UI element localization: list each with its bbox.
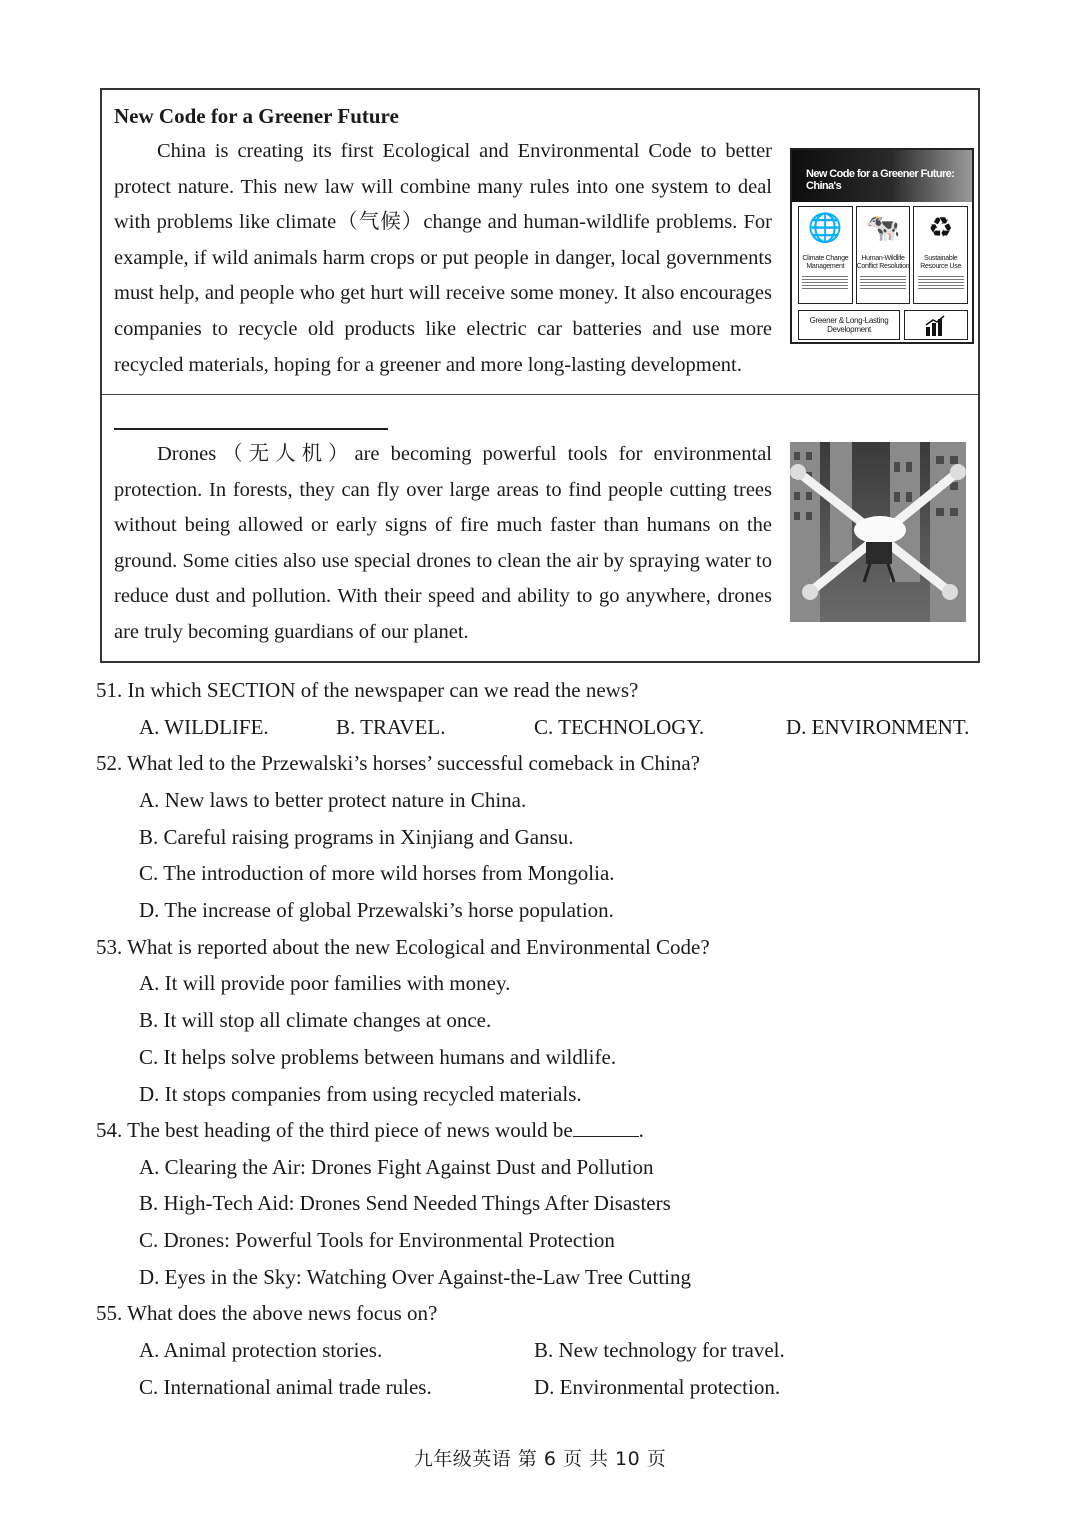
news-box [100,88,980,663]
q51-option-a: A. WILDLIFE. [139,715,269,739]
q54-option-c: C. Drones: Powerful Tools for Environmental Protection [139,1228,615,1252]
infographic-cell-label: Climate Change Management [802,255,849,270]
q52-option-c: C. The introduction of more wild horses from Mongolia. [139,861,615,885]
q53-option-b: B. It will stop all climate changes at once. [139,1008,492,1032]
q53-option-c: C. It helps solve problems between humans and wildlife. [139,1045,617,1069]
question-55: 55. What does the above news focus on? [96,1301,438,1325]
recycle-battery-icon: ♻ [928,212,954,243]
question-53: 53. What is reported about the new Ecological and Environmental Code? [96,935,710,959]
article2-text: Drones（无人机）are becoming powerful tools for environmental protection. In forests, they can fly over large areas to find people cutting trees without being allowed or early signs of fire much faster than humans on the ground. Some cities also use special drones to clean the air by spraying water to reduce dust and pollution. With their speed and ability to go anywhere, drones are truly becoming guardians of our planet. [114,443,772,643]
question-54 [96,1118,644,1143]
q51-option-b: B. TRAVEL. [336,715,446,739]
infographic-cell-label: Human-Wildlife Conflict Resolution [856,255,910,270]
question-52: 52. What led to the Przewalski’s horses’ successful comeback in China? [96,751,700,775]
q52-option-b: B. Careful raising programs in Xinjiang and Gansu. [139,825,574,849]
infographic-cell-wildlife [856,206,911,304]
question-51: 51. In which SECTION of the newspaper can we read the news? [96,678,639,702]
animal-crop-icon: 🐄 [865,212,901,243]
q53-option-a: A. It will provide poor families with money. [139,971,511,995]
article2-body [114,437,772,651]
question-54-period: . [638,1118,644,1142]
q52-option-a: A. New laws to better protect nature in China. [139,788,527,812]
q54-option-b: B. High-Tech Aid: Drones Send Needed Things After Disasters [139,1191,671,1215]
q51-option-c: C. TECHNOLOGY. [534,715,705,739]
q54-option-d: D. Eyes in the Sky: Watching Over Against-the-Law Tree Cutting [139,1265,692,1289]
q55-option-c: C. International animal trade rules. [139,1375,432,1399]
infographic-bottom-label: Greener & Long-Lasting Development [798,310,900,340]
bar-chart-icon [904,310,968,340]
infographic-title: New Code for a Greener Future: China's [792,150,972,202]
infographic-cell-resource [913,206,968,304]
drone-photo [790,442,966,622]
globe-icon: 🌐 [807,212,843,243]
q51-option-d: D. ENVIRONMENT. [786,715,970,739]
question-54-stem: 54. The best heading of the third piece of news would be [96,1118,573,1142]
answer-blank [573,1119,639,1137]
infographic-cell-climate [798,206,853,304]
article1-title: New Code for a Greener Future [114,104,399,128]
q55-option-d: D. Environmental protection. [534,1375,781,1399]
q54-option-a: A. Clearing the Air: Drones Fight Against Dust and Pollution [139,1155,654,1179]
infographic-image [790,148,974,344]
q55-option-b: B. New technology for travel. [534,1338,785,1362]
infographic-cell-label: Sustainable Resource Use [920,255,962,270]
article1-text: China is creating its first Ecological and Environmental Code to better protect nature. This new law will combine many rules into one system to deal with problems like climate（气候）change and human-wildlife problems. For example, if wild animals harm crops or put people in danger, local governments must help, and people who get hurt will receive some money. It also encourages companies to recycle old products like electric car batteries and use more recycled materials, hoping for a greener and more long-lasting development. [114,140,772,376]
q52-option-d: D. The increase of global Przewalski’s horse population. [139,898,614,922]
news-divider [102,394,978,395]
page-footer: 九年级英语 第 6 页 共 10 页 [413,1448,667,1470]
article1-body [114,134,772,383]
q55-option-a: A. Animal protection stories. [139,1338,383,1362]
q53-option-d: D. It stops companies from using recycled materials. [139,1082,582,1106]
heading-blank-line [114,428,388,430]
